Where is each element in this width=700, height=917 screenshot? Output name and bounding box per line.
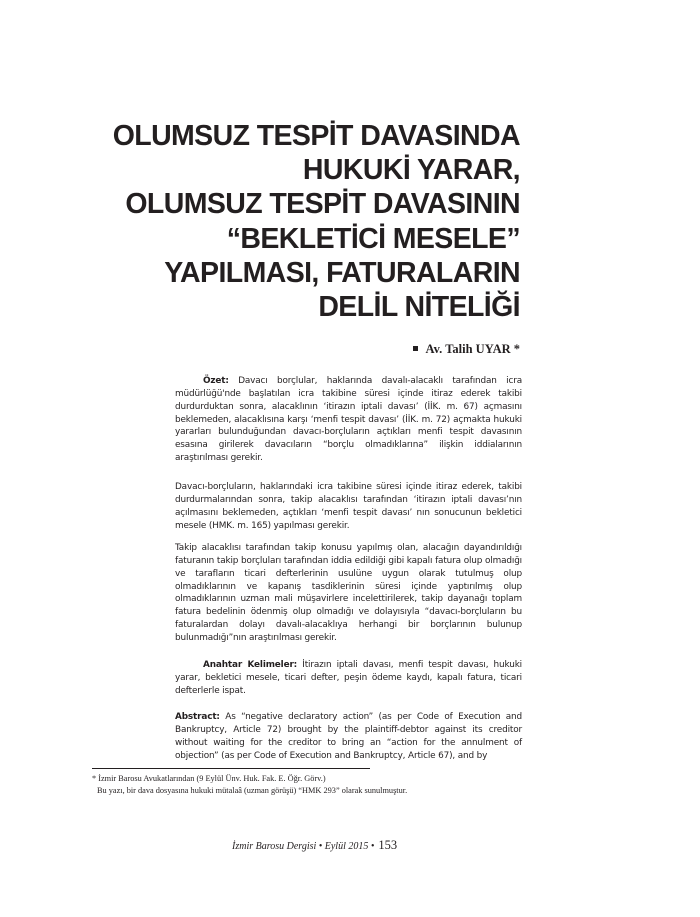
keywords-paragraph [175, 659, 522, 698]
abstract-label: Abstract: [175, 712, 220, 722]
author-name: Av. Talih UYAR * [425, 342, 520, 356]
abstract-text: As “negative declaratory action” (as per Code of Execution and Bankruptcy, Article 72) brought by the plaintiff-debtor against its creditor without waiting for the creditor to bring an “action for the annulment of objection” (as per Code of Execution and Bankruptcy, Article 67), and by [175, 712, 522, 761]
title-line: “BEKLETİCİ MESELE” [226, 222, 520, 255]
body-paragraph: Takip alacaklısı tarafından takip konusu yapılmış olan, alacağın dayandırıldığı faturanın takip borçluları tarafından iddia edildiği gibi kapalı fatura olup olmadığı ve tarafların ticari defterlerinin usulüne uygun olarak tutulmuş olup olmadıklarının ve kapanış tasdiklerinin süresi içinde yaptırılmış olup olmadıklarının uzman mali müşavirlere incelettirilerek, takip dayanağı toplam fatura bedelinin ödenmiş olup olmadığı ve dolayısıyla “davacı-borçluların bu faturalardan dolayı davalı-alacaklıya herhangi bir borçlarının bulunup bulunmadığı”nın araştırılması gerekir. [175, 543, 522, 643]
title-line: OLUMSUZ TESPİT DAVASININ [125, 188, 520, 221]
title-line: OLUMSUZ TESPİT DAVASINDA [112, 120, 520, 152]
page-footer [232, 838, 432, 853]
author-line [413, 342, 520, 357]
footnote: * İzmir Barosu Avukatlarından (9 Eylül Ünv. Huk. Fak. E. Öğr. Görv.) [92, 774, 326, 783]
title-line: HUKUKİ YARAR, [302, 154, 520, 187]
footnote-divider [92, 768, 370, 769]
journal-name: İzmir Barosu Dergisi • Eylül 2015 • [232, 841, 375, 852]
title-line: YAPILMASI, FATURALARIN [164, 256, 520, 289]
abstract-paragraph [175, 711, 522, 762]
page-number: 153 [378, 838, 398, 852]
summary-paragraph [175, 375, 522, 465]
keywords-label: Anahtar Kelimeler: [203, 660, 298, 670]
article-title [60, 119, 520, 324]
title-line: DELİL NİTELİĞİ [318, 291, 520, 324]
summary-label: Özet: [203, 376, 229, 386]
footnote: Bu yazı, bir dava dosyasına hukuki mütalaâ (uzman görüşü) “HMK 293” olarak sunulmuştur. [97, 786, 408, 795]
keywords-text: İtirazın iptali davası, menfi tespit davası, hukuki yarar, bekletici mesele, ticari defter, peşin ödeme kaydı, kapalı fatura, ticari defterlerle ispat. [175, 660, 522, 696]
summary-text: Davacı borçlular, haklarında davalı-alacaklı tarafından icra müdürlüğü'nde başlatılan icra takibine süresi içinde itiraz ederek takibi durdurduktan sonra, alacaklının ‘itirazın iptali davası’ (İİK. m. 67) açmasını beklemeden, alacaklısına karşı ‘menfi tespit davası’ (İİK. m. 72) açmakta hukuki yararları bulunduğundan davacı-borçluların açtıkları menfi tespit davasının esasına girilerek davacıların “borçlu olmadıklarına” ilişkin iddialarının araştırılması gerekir. [175, 376, 522, 464]
body-paragraph: Davacı-borçluların, haklarındaki icra takibine süresi içinde itiraz ederek, takibi durdurmalarından sonra, takip alacaklısı tarafından ‘itirazın iptali davası’nın açılmasını beklemeden, açtıkları ‘menfi tespit davası’ nın sonucunun bekletici mesele (HMK. m. 165) yapılması gerekir. [175, 482, 522, 531]
square-bullet-icon [413, 346, 418, 351]
